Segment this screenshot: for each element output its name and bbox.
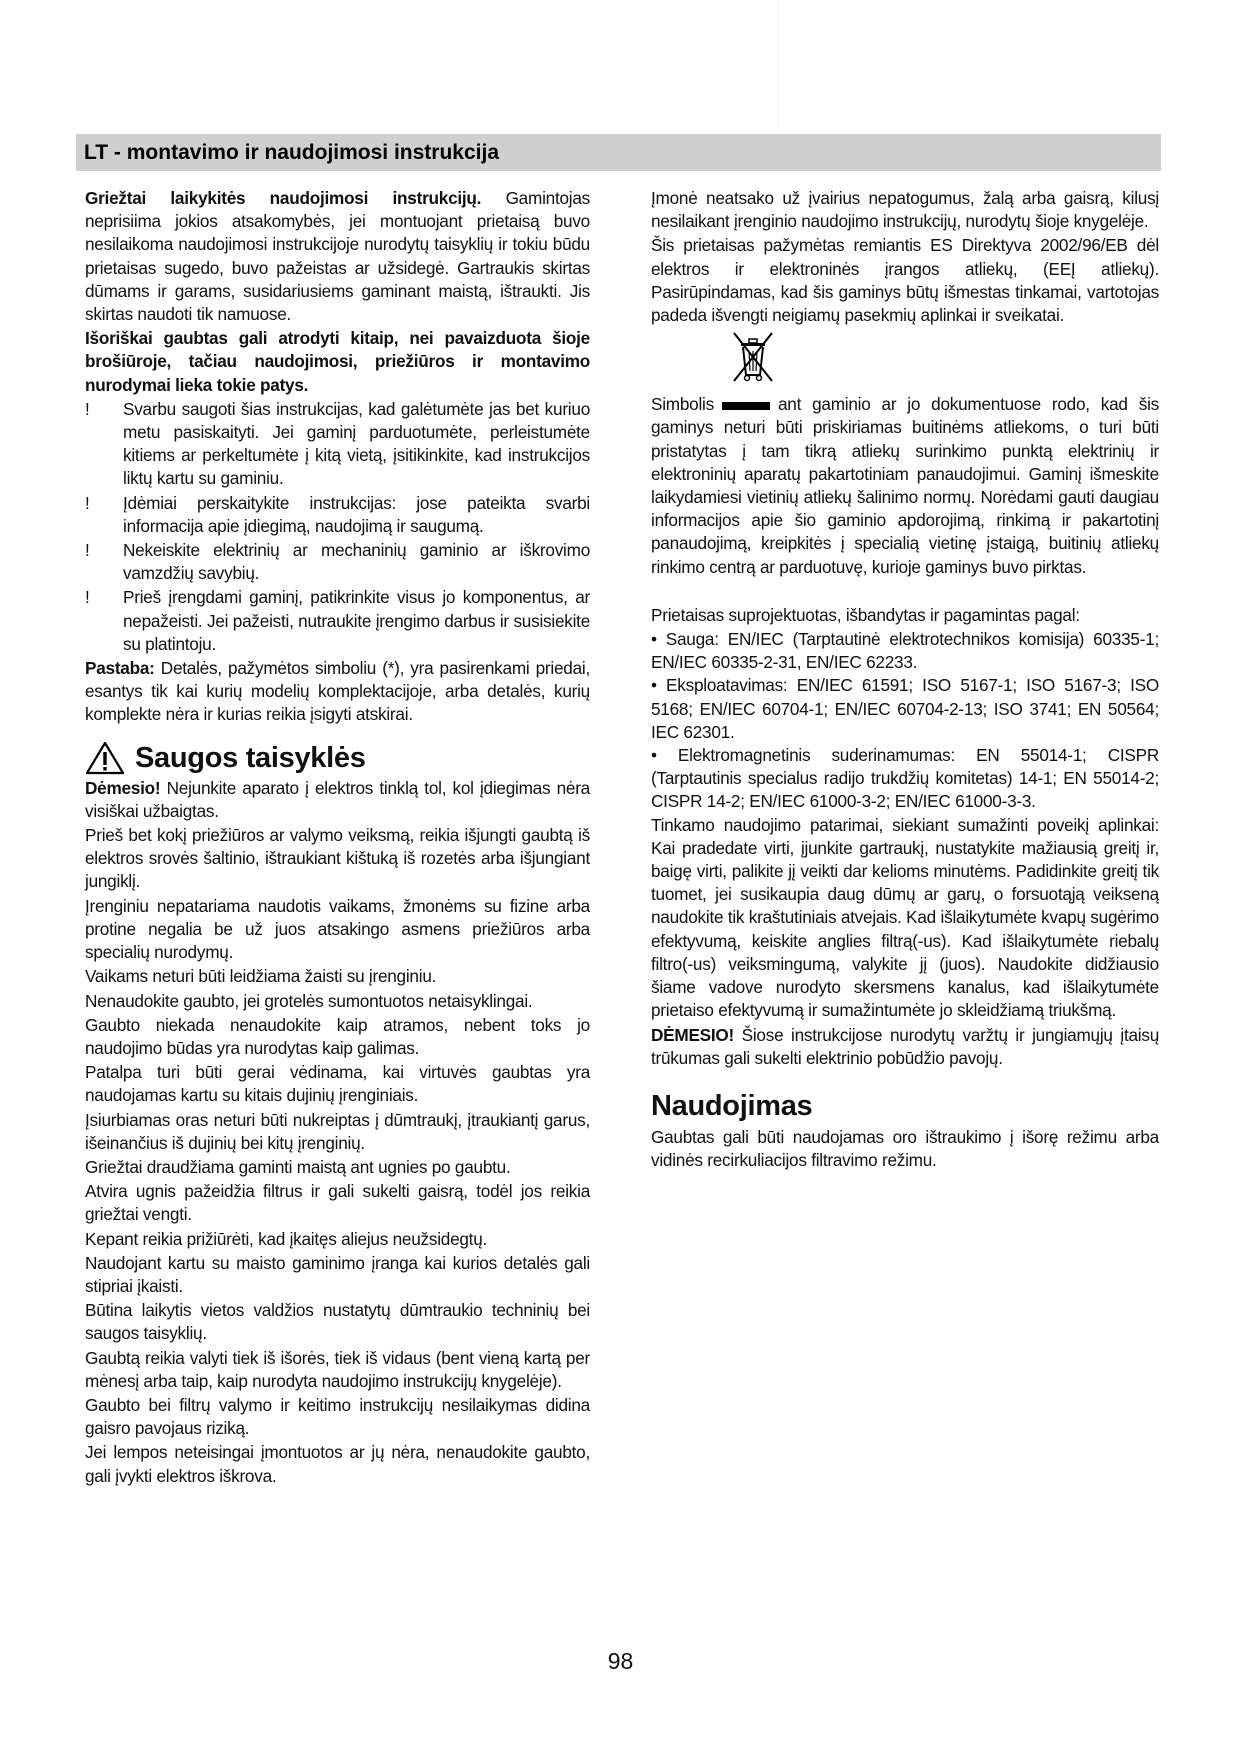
attention-text: Nejunkite aparato į elektros tinklą tol, kol įdiegimas nėra visiškai užbaigtas. [85,777,590,821]
warning-mark: ! [85,492,90,513]
right-attention-label: DĖMESIO! [651,1024,734,1045]
standard-item: • Eksploatavimas: EN/IEC 61591; ISO 5167-1; ISO 5167-3; ISO 5168; EN/IEC 60704-1; EN/IEC 60704-2-13; ISO 3741; EN 50564; IEC 62301. [651,675,1159,742]
safety-paragraph: Atvira ugnis pažeidžia filtrus ir gali sukelti gaisrą, todėl jos reikia griežtai vengti. [85,1181,590,1225]
safety-paragraph: Nenaudokite gaubto, jei grotelės sumontuotos netaisyklingai. [85,990,533,1011]
standard-item: • Elektromagnetinis suderinamumas: EN 55014-1; CISPR (Tarptautinis specialus radijo trukdžių komitetas) 14-1; EN 55014-2; CISPR 14-2; EN/IEC 61000-3-2; EN/IEC 61000-3-3. [651,745,1159,812]
symbol-paragraph [651,393,1159,579]
weee-directive-paragraph: Šis prietaisas pažymėtas remiantis ES Direktyva 2002/96/EB dėl elektros ir elektroninės įrangos atliekų, (EEĮ atliekų). Pasirūpindamas, kad šis gaminys būtų išmestas tinkamai, vartotojas padeda išvengti neigiamų pasekmių aplinkai ir sveikatai. [651,235,1159,326]
safety-paragraph: Jei lempos neteisingai įmontuotos ar jų nėra, nenaudokite gaubto, gali įvykti elektros iškrova. [85,1442,590,1486]
safety-heading [85,741,590,775]
safety-title: Saugos taisyklės [135,741,366,774]
page-number: 98 [607,1648,634,1674]
note-paragraph [85,657,590,727]
warning-text: Prieš įrengdami gaminį, patikrinkite visus jo komponentus, ar nepažeisti. Jei pažeisti, nutraukite įrengimo darbus ir susisiekite su platintoju. [123,587,590,654]
symbol-label: Simbolis [651,394,714,415]
weee-bin-icon-wrap [726,329,1159,387]
intro-paragraph [85,187,590,326]
intro-text: Gamintojas neprisiima jokios atsakomybės, jei montuojant prietaisą buvo nesilaikoma naudojimosi instrukcijoje nurodytų taisyklių ir tokiu būdu prietaisas sugedo, buvo pažeistas ar užsidegė. Gartraukis skirtas dūmams ir garams, susidariusiems gaminant maistą, ištraukti. Jis skirtas naudoti tik namuose. [85,188,590,325]
section-header-bar: LT - montavimo ir naudojimosi instrukcija [76,134,1161,171]
warning-text: Nekeiskite elektrinių ar mechaninių gaminio ar iškrovimo vamzdžių savybių. [123,540,590,584]
warning-mark: ! [85,587,90,608]
usage-paragraph: Gaubtas gali būti naudojamas oro ištraukimo į išorę režimu arba vidinės recirkuliacijos filtravimo režimu. [651,1126,1159,1171]
liability-paragraph: Įmonė neatsako už įvairius nepatogumus, žalą arba gaisrą, kilusį nesilaikant įrenginio naudojimo instrukcijų, nurodytų šioje knygelėje. [651,188,1159,232]
spacer [651,580,1159,604]
safety-paragraph: Naudojant kartu su maisto gaminimo įranga kai kurios detalės gali stipriai įkaisti. [85,1252,590,1296]
warning-mark: ! [85,540,90,561]
safety-paragraph: Būtina laikytis vietos valdžios nustatytų dūmtraukio techninių bei saugos taisyklių. [85,1300,590,1344]
safety-paragraph: Griežtai draudžiama gaminti maistą ant ugnies po gaubtu. [85,1156,511,1177]
usage-heading: Naudojimas [651,1089,813,1122]
safety-paragraph: Gaubto niekada nenaudokite kaip atramos, nebent toks jo naudojimo būdas yra nurodytas kaip galimas. [85,1014,590,1058]
note-label: Pastaba: [85,658,155,679]
safety-paragraph: Prieš bet kokį priežiūros ar valymo veiksmą, reikia išjungti gaubtą iš elektros srovės šaltinio, ištraukiant kištuką iš rozetės arba išjungiant jungiklį. [85,825,590,892]
warning-triangle-icon [85,741,125,775]
warning-text: Svarbu saugoti šias instrukcijas, kad galėtumėte jas bet kuriuo metu pasiskaityti. Jei gaminį parduotumėte, perleistumėte kitiems ar perkeltumėte į kitą vietą, įsitikinkite, kad instrukcijos liktų kartu su gaminiu. [123,398,590,489]
warning-text: Įdėmiai perskaitykite instrukcijas: jose pateikta svarbi informacija apie įdiegimą, naudojimą ir saugumą. [123,492,590,536]
warning-item [85,539,590,585]
crossed-out-bin-icon [726,329,780,387]
warning-item [85,398,590,491]
exterior-note: Išoriškai gaubtas gali atrodyti kitaip, nei pavaizduota šioje brošiūroje, tačiau naudojimosi, priežiūros ir montavimo nurodymai lieka tokie patys. [85,328,590,395]
warning-item [85,492,590,538]
safety-paragraph: Patalpa turi būti gerai vėdinama, kai virtuvės gaubtas yra naudojamas kartu su kitais dujinių įrenginiais. [85,1062,590,1106]
safety-paragraph: Gaubtą reikia valyti tiek iš išorės, tiek iš vidaus (bent vieną kartą per mėnesį arba taip, kaip nurodyta naudojimo instrukcijų knygelėje). [85,1347,590,1391]
symbol-text: ant gaminio ar jo dokumentuose rodo, kad šis gaminys neturi būti priskiriamas buitinėms atliekoms, o turi būti pristatytas į tam tikrą atliekų surinkimo punktą elektrinių ir elektroninių aparatų pakartotiniam panaudojimui. Gaminį išmeskite laikydamiesi vietinių atliekų šalinimo normų. Norėdami gauti daugiau informacijos apie šio gaminio apdorojimą, rinkimą ir pakartotinį panaudojimą, kreipkitės į specialią vietinę įstaigą, buitinių atliekų rinkimo centrą ar parduotuvę, kurioje gaminys buvo pirktas. [651,394,1159,577]
standard-item: • Sauga: EN/IEC (Tarptautinė elektrotechnikos komisija) 60335-1; EN/IEC 60335-2-31, EN/IEC 62233. [651,629,1159,673]
symbol-bar-icon [722,402,770,410]
safety-paragraph: Įrenginiu nepatariama naudotis vaikams, žmonėms su fizine arba protine negalia be už juos atsakingo asmens priežiūros arba specialių nurodymų. [85,895,590,963]
scan-artifact-line [778,0,779,130]
attention-paragraph [85,777,590,823]
safety-paragraph: Gaubto bei filtrų valymo ir keitimo instrukcijų nesilaikymas didina gaisro pavojaus riziką. [85,1394,590,1439]
attention-label: Dėmesio! [85,777,161,798]
right-attention-paragraph [651,1024,1159,1070]
left-column [85,187,590,1489]
safety-paragraph: Vaikams neturi būti leidžiama žaisti su įrenginiu. [85,966,437,987]
warning-mark: ! [85,398,90,419]
note-text: Detalės, pažymėtos simboliu (*), yra pasirenkami priedai, esantys tik kai kurių modelių komplektacijoje, arba detalės, kurių komplekte nėra ir kurias reikia įsigyti atskirai. [85,658,590,725]
right-attention-text: Šiose instrukcijose nurodytų varžtų ir jungiamųjų įtaisų trūkumas gali sukelti elektrinio pobūdžio pavojų. [651,1024,1159,1068]
safety-paragraph: Įsiurbiamas oras neturi būti nukreiptas į dūmtraukį, įtraukiantį garus, išeinančius iš dujinių bei kitų įrenginių. [85,1109,590,1153]
warning-item [85,586,590,656]
advice-paragraph: Tinkamo naudojimo patarimai, siekiant sumažinti poveikį aplinkai: Kai pradedate virti, įjunkite gartraukį, nustatykite mažiausią greitį ir, baigę virti, palikite jį veikti dar kelioms minutėms. Padidinkite greitį tik tuomet, jei susikaupia daug dūmų ar garų, o forsuotąją veikseną naudokite tik kraštutiniais atvejais. Kad išlaikytumėte kvapų sugėrimo efektyvumą, keiskite anglies filtrą(-us). Kad išlaikytumėte riebalų filtro(-us) veiksmingumą, valykite jį (juos). Naudokite didžiausio šiame vadove nurodyto skersmens kanalus, kad išlaikytumėte prietaiso efektyvumą ir sumažintumėte jo skleidžiamą triukšmą. [651,814,1159,1021]
safety-paragraph: Kepant reikia prižiūrėti, kad įkaitęs aliejus neužsidegtų. [85,1228,488,1249]
design-intro: Prietaisas suprojektuotas, išbandytas ir pagamintas pagal: [651,604,1080,625]
right-column [651,187,1159,1173]
intro-bold: Griežtai laikykitės naudojimosi instrukcijų. [85,188,482,208]
